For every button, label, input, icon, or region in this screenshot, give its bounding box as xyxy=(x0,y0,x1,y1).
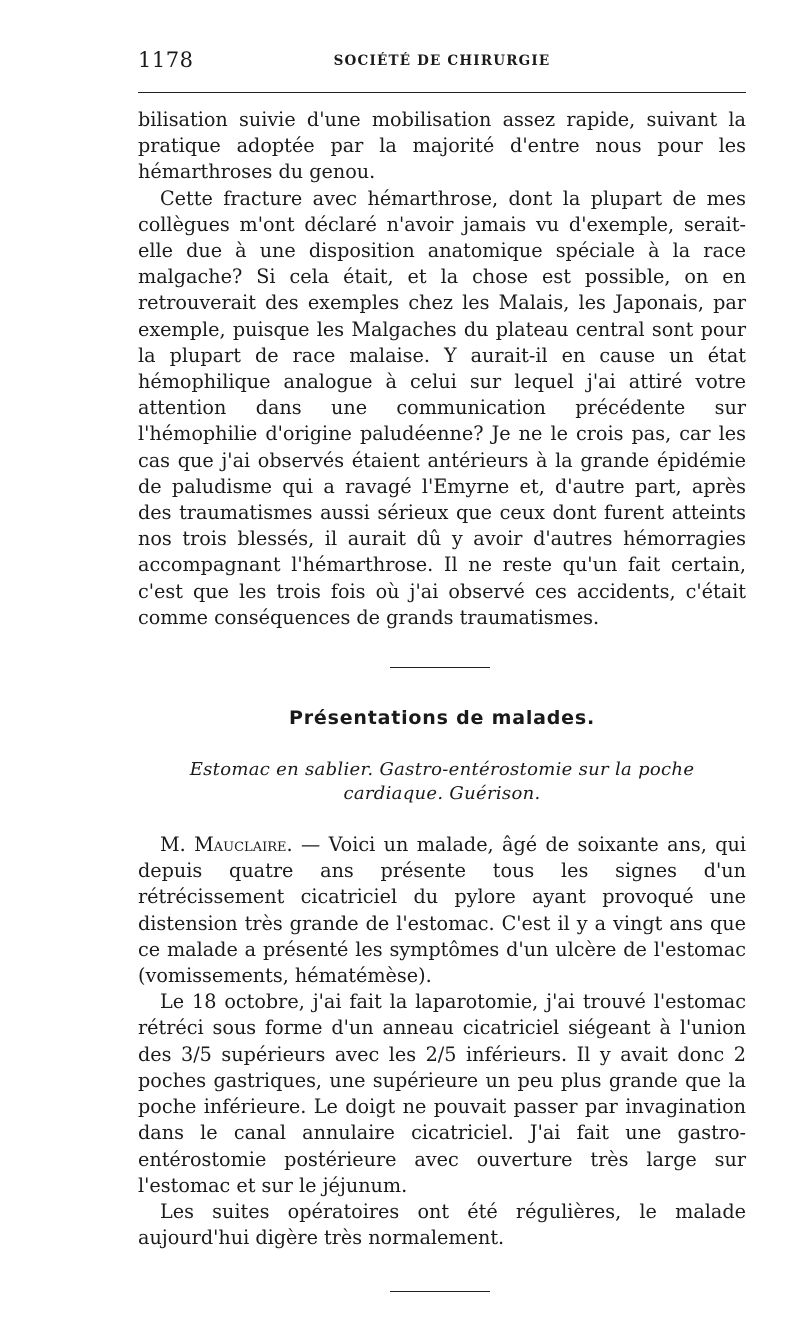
case-title: Estomac en sablier. Gastro-entérostomie sur la poche cardiaque. Guérison. xyxy=(189,759,695,805)
continued-paragraph: bilisation suivie d'une mobilisation assez rapide, suivant la pratique adoptée par la majorité d'entre nous pour les hémarthroses du genou. xyxy=(138,108,746,184)
body-paragraph: Cette fracture avec hémarthrose, dont la plupart de mes collègues m'ont déclaré n'avoir jamais vu d'exemple, serait-elle due à une disposition anatomique spéciale à la race malgache? Si cela était, et la chose est possible, on en retrouverait des exemples chez les Malais, les Japonais, par exemple, puisque les Malgaches du plateau central sont pour la plupart de race malaise. Y aurait-il en cause un état hémophilique analogue à celui sur lequel j'ai attiré votre attention dans une communication précédente sur l'hémophilie d'origine paludéenne? Je ne le crois pas, car les cas que j'ai observés étaient antérieurs à la grande épidémie de paludisme qui a ravagé l'Emyrne et, d'autre part, après des traumatismes aussi sérieux que ceux dont furent atteints nos trois blessés, il aurait dû y avoir d'autres hémorragies accompagnant l'hémarthrose. Il ne reste qu'un fait certain, c'est que les trois fois où j'ai observé ces accidents, c'était comme conséquences de grands traumatismes. xyxy=(138,186,746,629)
speaker-name: M. Mauclaire. xyxy=(160,833,293,857)
case-report xyxy=(138,832,746,1251)
page-body xyxy=(138,107,746,1292)
section-separator xyxy=(390,667,490,668)
case-paragraph-text: Voici un malade, âgé de soixante ans, qui depuis quatre ans présente tous les signes d'un rétrécissement cicatriciel du pylore ayant provoqué une distension très grande de l'estomac. C'est il y a vingt ans que ce malade a présenté les symptômes d'un ulcère de l'estomac (vomissements, hématémèse). xyxy=(138,833,746,988)
case-paragraph: Les suites opératoires ont été régulières, le malade aujourd'hui digère très normalement. xyxy=(138,1199,746,1250)
case-paragraph xyxy=(138,832,746,989)
speaker-dash: — xyxy=(292,833,329,857)
end-separator xyxy=(390,1291,490,1292)
case-paragraph: Le 18 octobre, j'ai fait la laparotomie, j'ai trouvé l'estomac rétréci sous forme d'un anneau cicatriciel siégeant à l'union des 3/5 supérieurs avec les 2/5 inférieurs. Il y avait donc 2 poches gastriques, une supérieure un peu plus grande que la poche inférieure. Le doigt ne pouvait passer par invagination dans le canal annulaire cicatriciel. J'ai fait une gastro-entérostomie postérieure avec ouverture très large sur l'estomac et sur le jéjunum. xyxy=(138,990,746,1197)
page-number: 1178 xyxy=(138,48,194,72)
journal-title: SOCIÉTÉ DE CHIRURGIE xyxy=(333,53,551,69)
section-heading: Présentations de malades. xyxy=(289,707,595,730)
running-head xyxy=(138,48,746,76)
header-rule xyxy=(138,92,746,93)
